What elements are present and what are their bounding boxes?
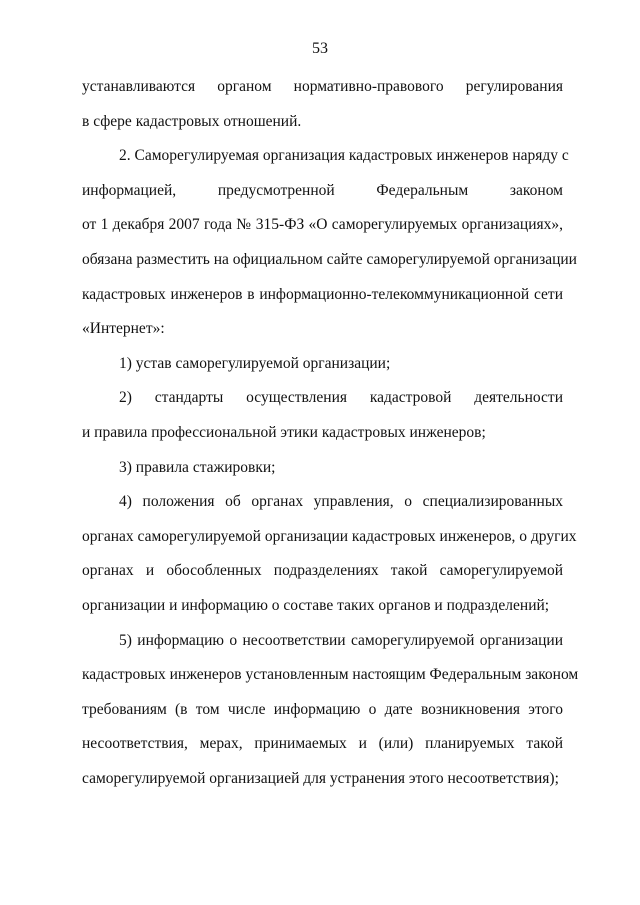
list-item-line: 2) стандарты осуществления кадастровой деятельности: [119, 389, 563, 407]
text-line: органах саморегулируемой организации кадастровых инженеров, о других: [82, 527, 577, 545]
text-line: устанавливаются органом нормативно-правового регулирования: [82, 78, 563, 95]
text-line: несоответствия, мерах, принимаемых и (или) планируемых такой: [82, 735, 563, 753]
text-line: обязана разместить на официальном сайте саморегулируемой организации: [82, 250, 577, 268]
document-body: [82, 76, 579, 802]
list-item-line: 1) устав саморегулируемой организации;: [119, 354, 391, 372]
page-number: 53: [312, 40, 328, 57]
text-line: саморегулируемой организацией для устранения этого несоответствия);: [82, 769, 559, 787]
text-line: органах и обособленных подразделениях такой саморегулируемой: [82, 562, 563, 580]
text-line: кадастровых инженеров в информационно-телекоммуникационной сети: [82, 285, 563, 303]
list-item-line: 4) положения об органах управления, о специализированных: [119, 493, 563, 511]
text-line: требованиям (в том числе информацию о дате возникновения этого: [82, 700, 563, 718]
text-line: «Интернет»:: [82, 320, 165, 338]
text-line: кадастровых инженеров установленным настоящим Федеральным законом: [82, 666, 579, 684]
text-line: и правила профессиональной этики кадастровых инженеров;: [82, 423, 486, 441]
text-line: информацией, предусмотренной Федеральным законом: [82, 181, 563, 199]
text-line: в сфере кадастровых отношений.: [82, 112, 302, 130]
list-item-line: 5) информацию о несоответствии саморегулируемой организации: [119, 631, 563, 649]
text-line: от 1 декабря 2007 года № 315-ФЗ «О саморегулируемых организациях»,: [82, 216, 563, 234]
text-line: организации и информацию о составе таких органов и подразделений;: [82, 596, 550, 614]
paragraph-start-line: 2. Саморегулируемая организация кадастровых инженеров наряду с: [119, 147, 569, 165]
list-item-line: 3) правила стажировки;: [119, 458, 276, 476]
